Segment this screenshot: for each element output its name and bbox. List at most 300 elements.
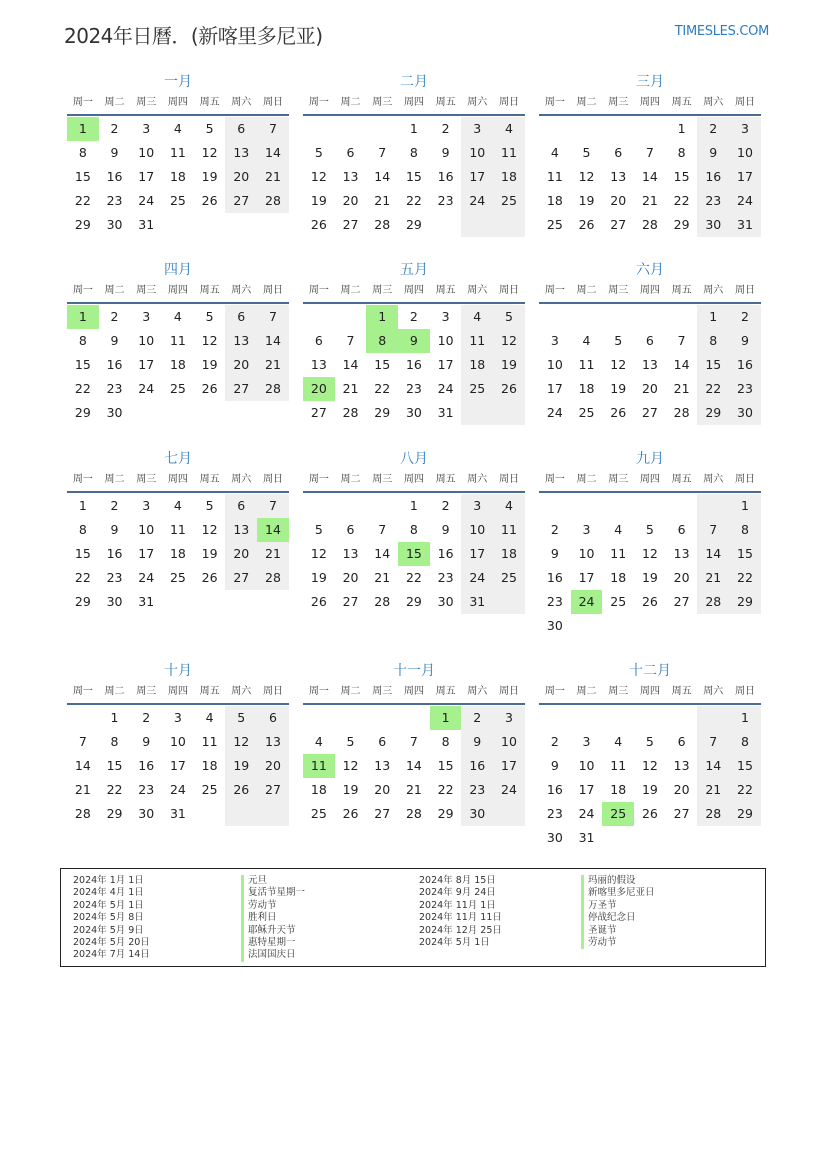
- month-name: 七月: [164, 451, 192, 467]
- day-cell: 17: [461, 165, 493, 189]
- empty-cell: [194, 401, 226, 425]
- month-block: [67, 260, 289, 425]
- empty-cell: [666, 706, 698, 730]
- week-row: [303, 353, 525, 377]
- day-cell: 10: [546, 357, 563, 372]
- day-cell: 25: [578, 405, 595, 420]
- empty-cell: [729, 826, 761, 850]
- weekday-label: 周五: [199, 285, 220, 296]
- day-cell: 27: [673, 806, 690, 821]
- weekday-label: 周五: [435, 686, 456, 697]
- weekday-label: 周六: [231, 285, 252, 296]
- weekday-label: 周日: [262, 474, 283, 485]
- week-row: [67, 542, 289, 566]
- day-cell: 9: [398, 329, 430, 353]
- day-cell: 3: [142, 309, 151, 324]
- day-cell: 15: [106, 758, 123, 773]
- month-name: 十二月: [629, 663, 671, 679]
- day-cell: 7: [677, 333, 686, 348]
- week-row: [539, 566, 761, 590]
- day-cell: 27: [225, 566, 257, 590]
- day-cell: 9: [142, 734, 151, 749]
- day-cell: 14: [342, 357, 359, 372]
- day-cell: 16: [405, 357, 422, 372]
- day-cell: 24: [546, 405, 563, 420]
- weekday-label: 周六: [467, 285, 488, 296]
- day-cell: 11: [461, 329, 493, 353]
- day-cell: 5: [582, 145, 591, 160]
- day-cell: 16: [729, 353, 761, 377]
- empty-cell: [571, 614, 603, 638]
- day-cell: 17: [169, 758, 186, 773]
- day-cell: 5: [645, 734, 654, 749]
- day-cell: 28: [257, 377, 289, 401]
- legend-holiday-name: 玛丽的假设: [581, 875, 655, 887]
- week-row: [539, 778, 761, 802]
- day-cell: 2: [110, 309, 119, 324]
- day-cell: 5: [314, 145, 323, 160]
- empty-cell: [571, 117, 603, 141]
- day-cell: 3: [550, 333, 559, 348]
- legend-date: 2024年 5月 20日: [73, 936, 150, 948]
- day-cell: 26: [201, 193, 218, 208]
- day-cell: 12: [493, 329, 525, 353]
- day-cell: 4: [550, 145, 559, 160]
- weekday-label: 周五: [435, 285, 456, 296]
- day-cell: 5: [205, 121, 214, 136]
- day-cell: 30: [461, 802, 493, 826]
- day-cell: 2: [729, 305, 761, 329]
- weekday-label: 周一: [72, 474, 93, 485]
- week-row: [303, 141, 525, 165]
- day-cell: 16: [138, 758, 155, 773]
- day-cell: 19: [225, 754, 257, 778]
- day-cell: 24: [138, 570, 155, 585]
- week-row: [67, 305, 289, 329]
- day-cell: 28: [374, 594, 391, 609]
- day-cell: 11: [303, 754, 335, 778]
- day-cell: 7: [257, 117, 289, 141]
- day-cell: 30: [138, 806, 155, 821]
- day-cell: 17: [461, 542, 493, 566]
- day-cell: 2: [550, 734, 559, 749]
- day-cell: 13: [225, 141, 257, 165]
- day-cell: 8: [441, 734, 450, 749]
- legend-holiday-name: 法国国庆日: [241, 949, 305, 961]
- day-cell: 11: [169, 333, 186, 348]
- day-cell: 14: [374, 546, 391, 561]
- day-cell: 7: [697, 518, 729, 542]
- week-row: [67, 730, 289, 754]
- day-cell: 27: [225, 189, 257, 213]
- day-cell: 29: [74, 217, 91, 232]
- empty-cell: [398, 706, 430, 730]
- day-cell: 18: [461, 353, 493, 377]
- weekday-header: [67, 471, 289, 493]
- day-cell: 29: [437, 806, 454, 821]
- empty-cell: [257, 590, 289, 614]
- day-cell: 19: [641, 782, 658, 797]
- day-cell: 21: [673, 381, 690, 396]
- day-cell: 30: [106, 217, 123, 232]
- empty-cell: [729, 614, 761, 638]
- day-cell: 6: [225, 494, 257, 518]
- week-row: [303, 494, 525, 518]
- day-cell: 4: [205, 710, 214, 725]
- weekday-label: 周五: [671, 285, 692, 296]
- empty-cell: [666, 826, 698, 850]
- day-cell: 27: [641, 405, 658, 420]
- day-cell: 13: [610, 169, 627, 184]
- day-cell: 22: [437, 782, 454, 797]
- weekday-label: 周三: [136, 474, 157, 485]
- day-cell: 6: [346, 522, 355, 537]
- empty-cell: [493, 802, 525, 826]
- week-row: [303, 329, 525, 353]
- day-cell: 17: [493, 754, 525, 778]
- day-cell: 29: [697, 401, 729, 425]
- empty-cell: [539, 305, 571, 329]
- day-cell: 16: [697, 165, 729, 189]
- day-cell: 21: [342, 381, 359, 396]
- day-cell: 22: [697, 377, 729, 401]
- day-cell: 8: [409, 145, 418, 160]
- legend-holiday-name: 惠特星期一: [241, 937, 305, 949]
- day-cell: 15: [74, 169, 91, 184]
- day-cell: 13: [673, 546, 690, 561]
- day-cell: 23: [697, 189, 729, 213]
- day-cell: 18: [610, 782, 627, 797]
- day-cell: 31: [437, 405, 454, 420]
- legend-date: 2024年 5月 1日: [419, 936, 490, 948]
- day-cell: 24: [437, 381, 454, 396]
- empty-cell: [602, 494, 634, 518]
- day-cell: 10: [493, 730, 525, 754]
- month-block: [303, 661, 525, 826]
- day-cell: 25: [169, 381, 186, 396]
- empty-cell: [430, 213, 462, 237]
- day-cell: 23: [106, 570, 123, 585]
- day-cell: 1: [366, 305, 398, 329]
- day-cell: 9: [550, 758, 559, 773]
- legend-date: 2024年 12月 25日: [419, 924, 502, 936]
- empty-cell: [697, 706, 729, 730]
- day-cell: 2: [142, 710, 151, 725]
- day-cell: 29: [374, 405, 391, 420]
- weekday-label: 周三: [136, 285, 157, 296]
- day-cell: 6: [257, 706, 289, 730]
- weekday-label: 周四: [167, 686, 188, 697]
- day-cell: 21: [405, 782, 422, 797]
- empty-cell: [571, 494, 603, 518]
- empty-cell: [257, 213, 289, 237]
- weekday-label: 周四: [403, 686, 424, 697]
- month-block: [303, 72, 525, 237]
- day-cell: 8: [78, 522, 87, 537]
- empty-cell: [303, 117, 335, 141]
- day-cell: 28: [697, 590, 729, 614]
- empty-cell: [634, 117, 666, 141]
- month-block: [539, 72, 761, 237]
- day-cell: 30: [405, 405, 422, 420]
- week-row: [303, 117, 525, 141]
- empty-cell: [225, 590, 257, 614]
- weekday-label: 周日: [498, 97, 519, 108]
- day-cell: 8: [729, 730, 761, 754]
- day-cell: 27: [673, 594, 690, 609]
- day-cell: 12: [201, 522, 218, 537]
- weekday-label: 周一: [72, 285, 93, 296]
- day-cell: 28: [342, 405, 359, 420]
- day-cell: 3: [441, 309, 450, 324]
- day-cell: 23: [138, 782, 155, 797]
- day-cell: 26: [310, 594, 327, 609]
- weekday-label: 周四: [167, 474, 188, 485]
- week-row: [67, 778, 289, 802]
- day-cell: 18: [169, 169, 186, 184]
- weekday-label: 周三: [372, 686, 393, 697]
- day-cell: 2: [409, 309, 418, 324]
- day-cell: 1: [697, 305, 729, 329]
- day-cell: 21: [257, 165, 289, 189]
- day-cell: 4: [314, 734, 323, 749]
- weekday-header: [539, 282, 761, 304]
- day-cell: 6: [614, 145, 623, 160]
- weekday-label: 周日: [734, 686, 755, 697]
- day-cell: 21: [374, 193, 391, 208]
- day-cell: 19: [610, 381, 627, 396]
- day-cell: 23: [106, 193, 123, 208]
- week-row: [539, 706, 761, 730]
- week-row: [303, 213, 525, 237]
- day-cell: 1: [67, 305, 99, 329]
- day-cell: 11: [493, 518, 525, 542]
- week-row: [539, 329, 761, 353]
- day-cell: 3: [582, 522, 591, 537]
- day-cell: 31: [729, 213, 761, 237]
- day-cell: 17: [138, 169, 155, 184]
- day-cell: 9: [550, 546, 559, 561]
- week-row: [67, 329, 289, 353]
- day-cell: 24: [138, 381, 155, 396]
- day-cell: 1: [409, 498, 418, 513]
- weekday-label: 周一: [544, 285, 565, 296]
- day-cell: 28: [374, 217, 391, 232]
- weekday-label: 周一: [544, 686, 565, 697]
- week-row: [303, 590, 525, 614]
- week-row: [539, 518, 761, 542]
- day-cell: 10: [578, 546, 595, 561]
- weekday-label: 周一: [308, 686, 329, 697]
- day-cell: 17: [138, 546, 155, 561]
- weekday-label: 周四: [403, 474, 424, 485]
- day-cell: 6: [225, 305, 257, 329]
- empty-cell: [493, 213, 525, 237]
- empty-cell: [697, 614, 729, 638]
- day-cell: 3: [493, 706, 525, 730]
- day-cell: 28: [673, 405, 690, 420]
- day-cell: 16: [106, 357, 123, 372]
- weekday-label: 周日: [734, 474, 755, 485]
- day-cell: 9: [461, 730, 493, 754]
- day-cell: 14: [74, 758, 91, 773]
- day-cell: 1: [110, 710, 119, 725]
- day-cell: 10: [578, 758, 595, 773]
- day-cell: 21: [697, 778, 729, 802]
- day-cell: 17: [437, 357, 454, 372]
- day-cell: 18: [610, 570, 627, 585]
- day-cell: 3: [173, 710, 182, 725]
- day-cell: 23: [546, 806, 563, 821]
- week-row: [539, 590, 761, 614]
- week-row: [539, 614, 761, 638]
- weekday-label: 周日: [734, 285, 755, 296]
- holiday-legend: [60, 868, 766, 967]
- day-cell: 20: [303, 377, 335, 401]
- day-cell: 5: [346, 734, 355, 749]
- day-cell: 19: [641, 570, 658, 585]
- day-cell: 6: [645, 333, 654, 348]
- empty-cell: [303, 494, 335, 518]
- day-cell: 20: [641, 381, 658, 396]
- empty-cell: [493, 590, 525, 614]
- day-cell: 29: [673, 217, 690, 232]
- day-cell: 27: [374, 806, 391, 821]
- day-cell: 13: [225, 329, 257, 353]
- day-cell: 25: [201, 782, 218, 797]
- day-cell: 16: [106, 546, 123, 561]
- day-cell: 24: [461, 189, 493, 213]
- day-cell: 18: [201, 758, 218, 773]
- day-cell: 23: [437, 570, 454, 585]
- day-cell: 25: [461, 377, 493, 401]
- day-cell: 21: [257, 353, 289, 377]
- week-row: [67, 213, 289, 237]
- empty-cell: [162, 401, 194, 425]
- day-cell: 31: [138, 594, 155, 609]
- day-cell: 12: [310, 169, 327, 184]
- empty-cell: [602, 826, 634, 850]
- day-cell: 15: [74, 546, 91, 561]
- day-cell: 15: [729, 754, 761, 778]
- day-cell: 20: [342, 570, 359, 585]
- day-cell: 25: [493, 566, 525, 590]
- day-cell: 7: [697, 730, 729, 754]
- week-row: [67, 401, 289, 425]
- day-cell: 22: [74, 193, 91, 208]
- weekday-label: 周三: [136, 97, 157, 108]
- day-cell: 25: [310, 806, 327, 821]
- month-name: 五月: [400, 262, 428, 278]
- day-cell: 21: [257, 542, 289, 566]
- day-cell: 4: [493, 117, 525, 141]
- week-row: [539, 117, 761, 141]
- weekday-label: 周日: [262, 686, 283, 697]
- day-cell: 8: [366, 329, 398, 353]
- weekday-label: 周六: [703, 97, 724, 108]
- day-cell: 2: [461, 706, 493, 730]
- empty-cell: [634, 826, 666, 850]
- day-cell: 20: [225, 353, 257, 377]
- day-cell: 4: [173, 121, 182, 136]
- empty-cell: [225, 213, 257, 237]
- week-row: [303, 305, 525, 329]
- day-cell: 22: [673, 193, 690, 208]
- legend-holiday-name: 劳动节: [241, 900, 305, 912]
- day-cell: 7: [378, 522, 387, 537]
- empty-cell: [335, 706, 367, 730]
- day-cell: 12: [641, 758, 658, 773]
- day-cell: 15: [729, 542, 761, 566]
- empty-cell: [225, 401, 257, 425]
- day-cell: 3: [461, 494, 493, 518]
- month-name: 一月: [164, 74, 192, 90]
- week-row: [67, 189, 289, 213]
- day-cell: 16: [461, 754, 493, 778]
- empty-cell: [335, 117, 367, 141]
- day-cell: 7: [645, 145, 654, 160]
- brand-link[interactable]: TIMESLES.COM: [674, 24, 769, 39]
- day-cell: 22: [405, 193, 422, 208]
- weekday-label: 周四: [639, 474, 660, 485]
- weekday-label: 周六: [467, 97, 488, 108]
- empty-cell: [366, 494, 398, 518]
- day-cell: 29: [74, 594, 91, 609]
- day-cell: 12: [641, 546, 658, 561]
- empty-cell: [130, 401, 162, 425]
- day-cell: 19: [342, 782, 359, 797]
- day-cell: 29: [405, 594, 422, 609]
- day-cell: 19: [201, 546, 218, 561]
- day-cell: 8: [729, 518, 761, 542]
- weekday-label: 周日: [262, 97, 283, 108]
- week-row: [303, 189, 525, 213]
- weekday-label: 周日: [734, 97, 755, 108]
- weekday-label: 周一: [308, 97, 329, 108]
- month-block: [67, 449, 289, 614]
- day-cell: 3: [461, 117, 493, 141]
- day-cell: 22: [729, 566, 761, 590]
- empty-cell: [697, 494, 729, 518]
- day-cell: 20: [374, 782, 391, 797]
- day-cell: 29: [74, 405, 91, 420]
- day-cell: 11: [546, 169, 563, 184]
- day-cell: 8: [677, 145, 686, 160]
- day-cell: 27: [342, 217, 359, 232]
- day-cell: 22: [729, 778, 761, 802]
- day-cell: 12: [578, 169, 595, 184]
- day-cell: 21: [641, 193, 658, 208]
- day-cell: 23: [437, 193, 454, 208]
- day-cell: 10: [138, 145, 155, 160]
- page-title: 2024年日曆．(新喀里多尼亚): [64, 24, 323, 48]
- weekday-label: 周六: [703, 285, 724, 296]
- day-cell: 22: [405, 570, 422, 585]
- day-cell: 13: [673, 758, 690, 773]
- day-cell: 9: [110, 145, 119, 160]
- month-name: 八月: [400, 451, 428, 467]
- legend-dates-right: [419, 875, 502, 949]
- day-cell: 7: [257, 494, 289, 518]
- day-cell: 27: [225, 377, 257, 401]
- day-cell: 18: [493, 542, 525, 566]
- day-cell: 7: [378, 145, 387, 160]
- day-cell: 17: [546, 381, 563, 396]
- day-cell: 19: [201, 169, 218, 184]
- day-cell: 20: [225, 542, 257, 566]
- day-cell: 28: [641, 217, 658, 232]
- weekday-label: 周三: [372, 97, 393, 108]
